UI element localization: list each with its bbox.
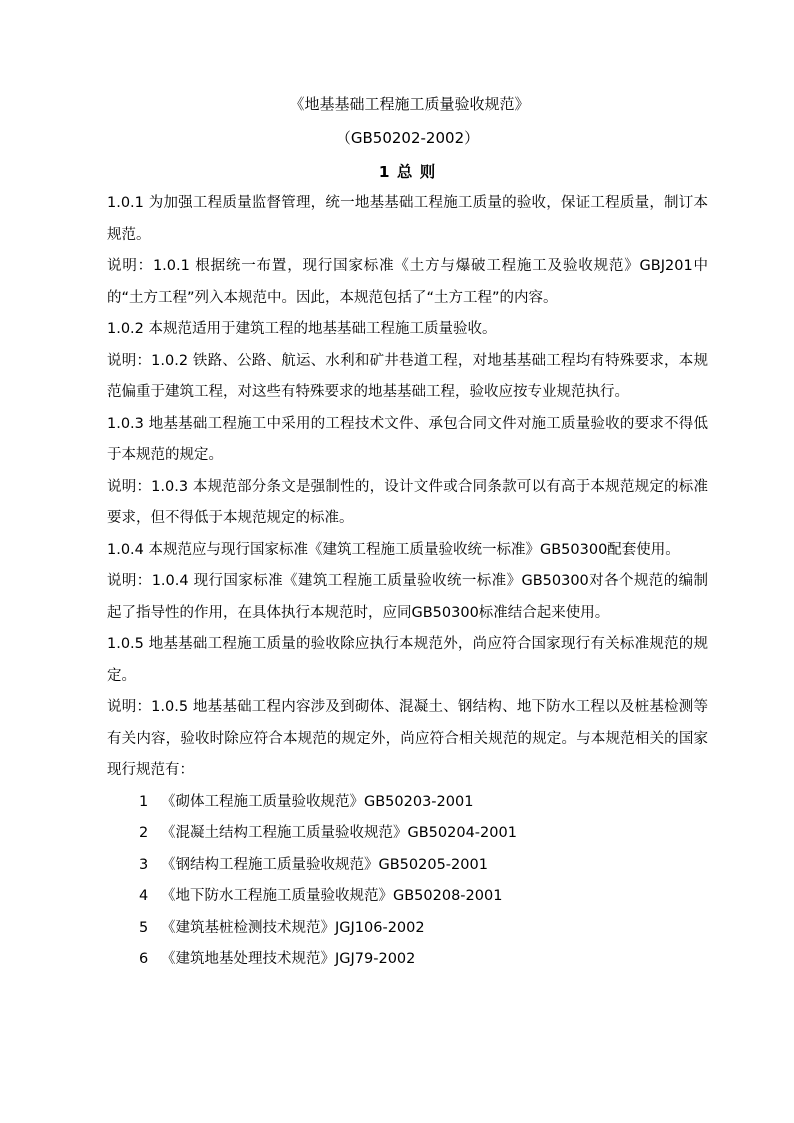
list-item-text: 《建筑地基处理技术规范》JGJ79-2002 xyxy=(161,951,416,967)
clause-1-0-3: 1.0.3 地基基础工程施工中采用的工程技术文件、承包合同文件对施工质量验收的要求不得低于本规范的规定。 xyxy=(107,415,708,463)
list-item-number: 3 xyxy=(139,856,149,873)
clause-note-1-0-1: 说明：1.0.1 根据统一布置，现行国家标准《土方与爆破工程施工及验收规范》GBJ201中的“土方工程”列入本规范中。因此，本规范包括了“土方工程”的内容。 xyxy=(107,258,708,306)
clause-1-0-1: 1.0.1 为加强工程质量监督管理，统一地基基础工程施工质量的验收，保证工程质量，制订本规范。 xyxy=(107,195,708,243)
list-item xyxy=(107,881,708,913)
list-item-text: 《混凝土结构工程施工质量验收规范》GB50204-2001 xyxy=(161,825,517,841)
list-item-number: 6 xyxy=(139,951,149,967)
clause-note-1-0-4: 说明：1.0.4 现行国家标准《建筑工程施工质量验收统一标准》GB50300对各个规范的编制起了指导性的作用，在具体执行本规范时，应同GB50300标准结合起来使用。 xyxy=(107,573,708,621)
list-item-number: 5 xyxy=(139,919,149,936)
clause-note-1-0-5: 说明：1.0.5 地基基础工程内容涉及到砌体、混凝土、钢结构、地下防水工程以及桩基检测等有关内容，验收时除应符合本规范的规定外，尚应符合相关规范的规定。与本规范相关的国家现行规范有： xyxy=(107,699,708,778)
list-item-text: 《建筑基桩检测技术规范》JGJ106-2002 xyxy=(161,919,425,936)
list-item xyxy=(107,787,708,819)
list-item-text: 《砌体工程施工质量验收规范》GB50203-2001 xyxy=(161,793,474,810)
document-title: 《地基基础工程施工质量验收规范》 xyxy=(289,95,530,113)
list-item-number: 1 xyxy=(139,793,149,810)
list-item-text: 《钢结构工程施工质量验收规范》GB50205-2001 xyxy=(161,856,488,873)
related-standards-list xyxy=(107,787,708,976)
list-item xyxy=(107,818,708,850)
list-item-text: 《地下防水工程施工质量验收规范》GB50208-2001 xyxy=(161,888,503,904)
list-item-number: 2 xyxy=(139,825,149,841)
clause-1-0-2: 1.0.2 本规范适用于建筑工程的地基基础工程施工质量验收。 xyxy=(107,321,497,337)
list-item xyxy=(107,913,708,945)
list-item xyxy=(107,850,708,882)
clause-note-1-0-2: 说明：1.0.2 铁路、公路、航运、水利和矿井巷道工程，对地基基础工程均有特殊要求，本规范偏重于建筑工程，对这些有特殊要求的地基基础工程，验收应按专业规范执行。 xyxy=(107,352,708,400)
document-body xyxy=(107,188,708,976)
list-item-number: 4 xyxy=(139,888,149,904)
list-item xyxy=(107,944,708,976)
chapter-heading: 1 总 则 xyxy=(378,163,437,181)
clause-1-0-5: 1.0.5 地基基础工程施工质量的验收除应执行本规范外，尚应符合国家现行有关标准规范的规定。 xyxy=(107,636,708,684)
clause-note-1-0-3: 说明：1.0.3 本规范部分条文是强制性的，设计文件或合同条款可以有高于本规范规定的标准要求，但不得低于本规范规定的标准。 xyxy=(107,478,708,526)
clause-1-0-4: 1.0.4 本规范应与现行国家标准《建筑工程施工质量验收统一标准》GB50300配套使用。 xyxy=(107,541,680,558)
standard-code: （GB50202-2002） xyxy=(335,129,480,147)
